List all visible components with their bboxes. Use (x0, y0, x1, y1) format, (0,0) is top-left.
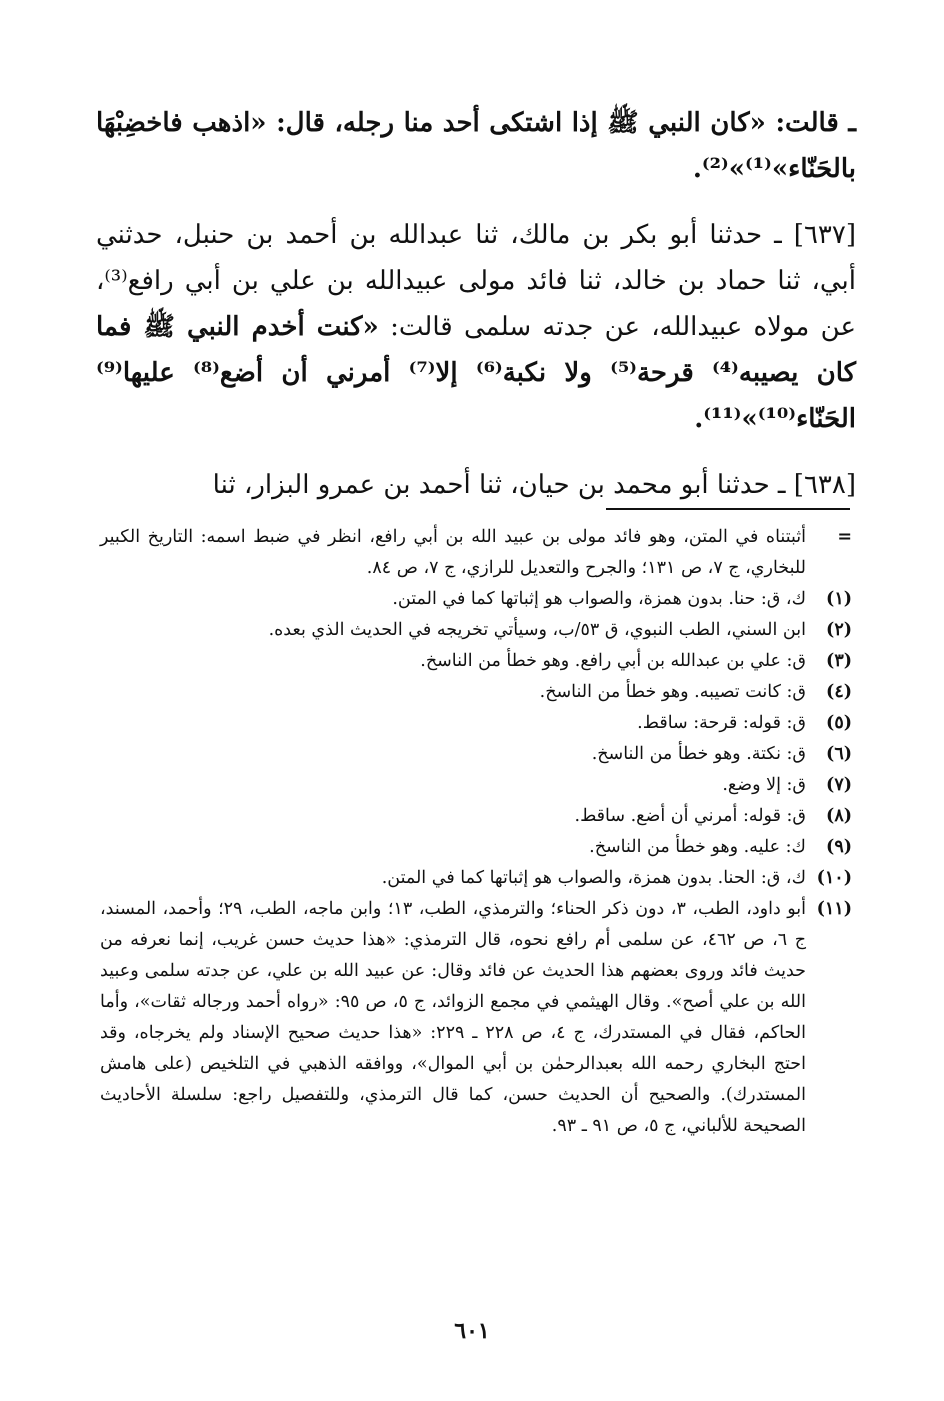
footnote-text: ق: نكتة. وهو خطأ من الناسخ. (591, 744, 806, 764)
footnote-text: ق: كانت تصيبه. وهو خطأ من الناسخ. (539, 682, 806, 702)
footnote-6 (100, 739, 852, 770)
footnote-text: ابن السني، الطب النبوي، ق ٥٣/ب، وسيأتي تخريجه في الحديث الذي بعده. (268, 620, 806, 640)
footnote-3 (100, 646, 852, 677)
page-number: ٦٠١ (454, 1318, 490, 1344)
hadith-637-matn: «كنت أخدم النبي ﷺ فما كان يصيبه⁽⁴⁾ قرحة⁽⁵⁾ ولا نكبة⁽⁶⁾ إلا⁽⁷⁾ أمرني أن أضع⁽⁸⁾ عليها⁽⁹⁾ الحَنّاء⁽¹⁰⁾»⁽¹¹⁾. (96, 312, 857, 434)
footnote-5 (100, 708, 852, 739)
footnote-9 (100, 832, 852, 863)
footnote-number: (٤) (826, 682, 852, 702)
footnote-4 (100, 677, 852, 708)
footnote-11 (100, 894, 852, 1142)
hadith-638-start: [٦٣٨] ـ حدثنا أبو محمد بن حيان، ثنا أحمد بن عمرو البزار، ثنا (212, 470, 856, 500)
footnote-number: (٦) (826, 744, 852, 764)
footnote-number: = (837, 527, 852, 547)
footnote-7 (100, 770, 852, 801)
hadith-637 (96, 212, 856, 442)
footnote-number: (٧) (826, 775, 852, 795)
footnote-number: (١١) (816, 899, 852, 919)
footnote-text: أثبتناه في المتن، وهو فائد مولى بن عبيد الله بن أبي رافع، انظر في ضبط اسمه: التاريخ الكبير للبخاري، ج ٧، ص ١٣١؛ والجرح والتعديل للرازي، ج ٧، ص ٨٤. (100, 527, 806, 578)
footnote-2 (100, 615, 852, 646)
footnote-number: (١) (826, 589, 852, 609)
footnote-1 (100, 584, 852, 615)
main-text (96, 100, 856, 508)
footnote-number: (٢) (826, 620, 852, 640)
footnote-text: ق: قوله: قرحة: ساقط. (637, 713, 806, 733)
footnote-continuation (100, 522, 852, 584)
footnote-number: (١٠) (816, 868, 852, 888)
footnote-text: أبو داود، الطب، ٣، دون ذكر الحناء؛ والترمذي، الطب، ١٣؛ وابن ماجه، الطب، ٢٩؛ وأحمد، المسند، ج ٦، ص ٤٦٢، عن سلمى أم رافع نحوه، قال الترمذي: «هذا حديث حسن غريب، إنما نعرفه من حديث فائد وروى بعضهم هذا الحديث عن فائد وقال: عن عبيد الله بن علي، عن جدته سلمى وعبيد الله بن علي أصح». وقال الهيثمي في مجمع الزوائد، ج ٥، ص ٩٥: «رواه أحمد ورجاله ثقات»، وأما الحاكم، فقال في المستدرك، ج ٤، ص ٢٢٨ ـ ٢٢٩: «هذا حديث صحيح الإسناد ولم يخرجاه، وقد احتج البخاري رحمه الله بعبدالرحمٰن بن أبي الموال»، ووافقه الذهبي في التلخيص (على هامش المستدرك). والصحيح أن الحديث حسن، كما قال الترمذي، وللتفصيل راجع: سلسلة الأحاديث الصحيحة للألباني، ج ٥، ص ٩١ ـ ٩٣. (100, 899, 807, 1136)
footnote-text: ق: علي بن عبدالله بن أبي رافع. وهو خطأ من الناسخ. (420, 651, 806, 671)
footnote-number: (٥) (826, 713, 852, 733)
footnote-text: ك، ق: حنا. بدون همزة، والصواب هو إثباتها كما في المتن. (392, 589, 806, 609)
footnote-number: (٣) (826, 651, 852, 671)
footnote-8 (100, 801, 852, 832)
footnote-separator (606, 508, 850, 510)
footnote-text: ك، ق: الحنا. بدون همزة، والصواب هو إثباتها كما في المتن. (381, 868, 806, 888)
footnotes (100, 522, 852, 1142)
footnote-text: ق: إلا وضع. (722, 775, 806, 795)
hadith-637-isnad: [٦٣٧] ـ حدثنا أبو بكر بن مالك، ثنا عبدالله بن أحمد بن حنبل، حدثني أبي، ثنا حماد بن خالد، ثنا فائد مولى عبيدالله بن علي بن أبي رافع⁽³⁾، عن مولاه عبيدالله، عن جدته سلمى قالت: (96, 220, 856, 342)
footnote-10 (100, 863, 852, 894)
hadith-636-ending: ـ قالت: «كان النبي ﷺ إذا اشتكى أحد منا رجله، قال: «اذهب فاخضِبْهَا بالحَنّاء»⁽¹⁾»⁽²⁾. (96, 108, 856, 184)
footnote-text: ق: قوله: أمرني أن أضع. ساقط. (574, 806, 806, 826)
footnote-text: ك: عليه. وهو خطأ من الناسخ. (589, 837, 806, 857)
footnote-number: (٩) (826, 837, 852, 857)
footnote-number: (٨) (826, 806, 852, 826)
